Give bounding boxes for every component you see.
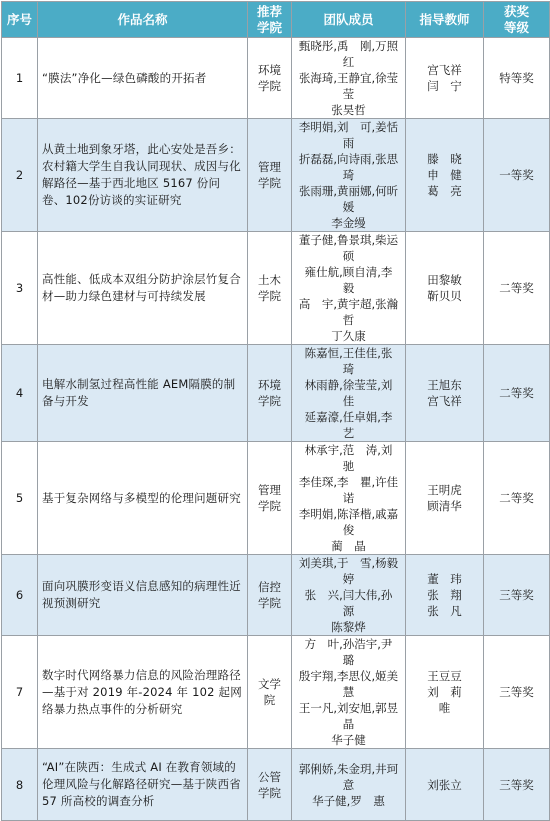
row-title: 电解水制氢过程高性能 AEM隔膜的制备与开发: [38, 345, 248, 442]
row-teacher: 董 玮 张 翔 张 凡: [406, 555, 484, 636]
row-members: 董子健,鲁景琪,柴运硕 雍仕航,顾自清,李 毅 高 宇,黄宇超,张瀚哲 丁久康: [292, 232, 406, 345]
table-row: [2, 636, 550, 749]
row-award: 二等奖: [484, 345, 550, 442]
header-teacher: 指导教师: [406, 2, 484, 38]
row-title: 数字时代网络暴力信息的风险治理路径—基于对 2019 年-2024 年 102 起网络暴力热点事件的分析研究: [38, 636, 248, 749]
table-row: [2, 555, 550, 636]
row-award: 三等奖: [484, 636, 550, 749]
row-members: 郭俐娇,朱金玥,井珂意 华子健,罗 惠: [292, 749, 406, 821]
row-dept: 公管 学院: [248, 749, 292, 821]
row-teacher: 田黎敏 靳贝贝: [406, 232, 484, 345]
row-dept: 环境 学院: [248, 345, 292, 442]
header-name: 作品名称: [38, 2, 248, 38]
row-title: “膜法”净化—绿色磷酸的开拓者: [38, 38, 248, 119]
row-members: 李明娟,刘 可,姜恬雨 折磊磊,向诗雨,张思琦 张雨珊,黄丽娜,何昕媛 李金缦: [292, 119, 406, 232]
row-teacher: 王旭东 宫飞祥: [406, 345, 484, 442]
row-dept: 管理 学院: [248, 442, 292, 555]
header-row: [2, 2, 550, 38]
row-title: 高性能、低成本双组分防护涂层竹复合材—助力绿色建材与可持续发展: [38, 232, 248, 345]
row-teacher: 王明虎 顾清华: [406, 442, 484, 555]
row-no: 5: [2, 442, 38, 555]
row-members: 刘美琪,于 雪,杨毅婷 张 兴,闫大伟,孙 源 陈黎烨: [292, 555, 406, 636]
awards-table: [1, 1, 550, 821]
row-dept: 信控 学院: [248, 555, 292, 636]
row-award: 一等奖: [484, 119, 550, 232]
table-row: [2, 119, 550, 232]
row-title: 从黄土地到象牙塔，此心安处是吾乡：农村籍大学生自我认同现状、成因与化解路径—基于西北地区 5167 份问卷、102份访谈的实证研究: [38, 119, 248, 232]
row-members: 甄晓彤,禹 刚,万照红 张海琦,王静宜,徐莹莹 张昊哲: [292, 38, 406, 119]
table-row: [2, 345, 550, 442]
row-title: 面向巩膜形变语义信息感知的病理性近视预测研究: [38, 555, 248, 636]
row-members: 方 叶,孙浩宇,尹 璐 殷宇翔,李思仪,姬美慧 王一凡,刘安旭,郭昱晶 华子健: [292, 636, 406, 749]
row-no: 4: [2, 345, 38, 442]
row-dept: 文学 院: [248, 636, 292, 749]
table-row: [2, 442, 550, 555]
header-no: 序号: [2, 2, 38, 38]
table-row: [2, 232, 550, 345]
row-award: 三等奖: [484, 749, 550, 821]
row-award: 三等奖: [484, 555, 550, 636]
row-members: 陈嘉恒,王佳佳,张 琦 林雨静,徐莹莹,刘 佳 延嘉濠,任卓娟,李 艺: [292, 345, 406, 442]
header-dept: 推荐 学院: [248, 2, 292, 38]
row-teacher: 滕 晓 申 健 葛 亮: [406, 119, 484, 232]
row-no: 8: [2, 749, 38, 821]
row-title: “AI”在陕西：生成式 AI 在教育领域的伦理风险与化解路径研究—基于陕西省 57 所高校的调查分析: [38, 749, 248, 821]
row-dept: 土木 学院: [248, 232, 292, 345]
row-dept: 管理 学院: [248, 119, 292, 232]
header-members: 团队成员: [292, 2, 406, 38]
table-row: [2, 38, 550, 119]
table-row: [2, 749, 550, 821]
row-dept: 环境 学院: [248, 38, 292, 119]
row-no: 3: [2, 232, 38, 345]
row-title: 基于复杂网络与多模型的伦理问题研究: [38, 442, 248, 555]
row-no: 2: [2, 119, 38, 232]
row-no: 6: [2, 555, 38, 636]
row-award: 特等奖: [484, 38, 550, 119]
row-teacher: 刘张立: [406, 749, 484, 821]
header-award: 获奖 等级: [484, 2, 550, 38]
row-award: 二等奖: [484, 442, 550, 555]
row-teacher: 王豆豆 刘 莉 唯: [406, 636, 484, 749]
row-teacher: 宫飞祥 闫 宁: [406, 38, 484, 119]
row-award: 二等奖: [484, 232, 550, 345]
row-no: 7: [2, 636, 38, 749]
row-no: 1: [2, 38, 38, 119]
row-members: 林承宇,范 涛,刘 驰 李佳琛,李 瞿,许佳诺 李明娟,陈泽楷,戚嘉俊 蔺 晶: [292, 442, 406, 555]
